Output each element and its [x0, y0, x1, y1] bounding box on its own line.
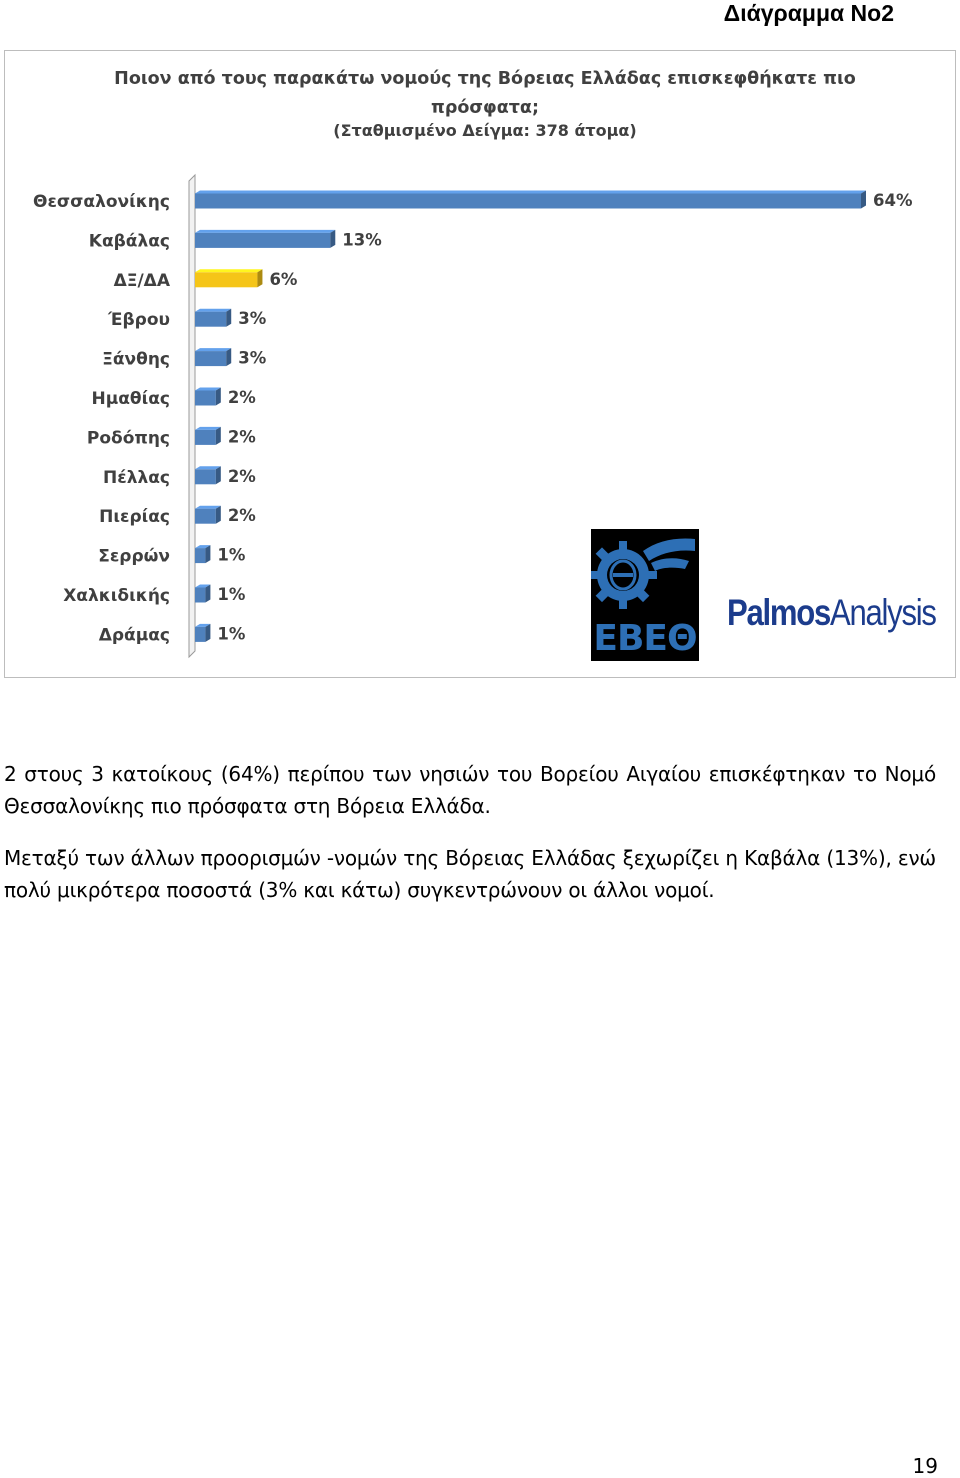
bar-side: [330, 230, 335, 248]
bar-top: [195, 230, 335, 233]
bar-top: [195, 348, 231, 351]
category-label: Ροδόπης: [86, 428, 170, 449]
chart-figure: [4, 50, 956, 678]
bar: [195, 469, 216, 484]
data-label: 3%: [238, 309, 267, 329]
data-label: 1%: [217, 545, 246, 565]
bar-side: [257, 269, 262, 287]
palmos-analysis-logo: [727, 591, 936, 635]
data-label: 1%: [217, 585, 246, 604]
data-label: 2%: [227, 427, 256, 447]
axis-wall: [189, 175, 195, 657]
ebeo-logo: [591, 529, 699, 661]
category-label: Χαλκιδικής: [63, 586, 170, 606]
bar-side: [216, 466, 221, 484]
ebeo-logo-text: ΕΒΕΘ: [593, 618, 697, 659]
bar-top: [195, 309, 231, 312]
category-label: Πιερίας: [99, 507, 170, 528]
bar-side: [216, 506, 221, 524]
bar: [195, 627, 205, 642]
bar: [195, 588, 205, 603]
chart-subtitle: (Σταθμισμένο Δείγμα: 378 άτομα): [333, 121, 637, 140]
bar-top: [195, 269, 262, 272]
document-heading: Διάγραμμα Νο2: [723, 0, 894, 26]
bar-side: [226, 309, 231, 327]
category-label: Θεσσαλονίκης: [33, 192, 170, 212]
bar-side: [205, 545, 210, 563]
bar-side: [861, 191, 866, 209]
data-label: 6%: [269, 269, 298, 289]
category-label: Έβρου: [108, 310, 170, 331]
data-label: 3%: [238, 348, 267, 368]
category-label: Πέλλας: [103, 467, 170, 488]
analysis-logo-text: Analysis: [830, 592, 936, 633]
data-label: 2%: [227, 388, 256, 407]
paragraph-1: 2 στους 3 κατοίκους (64%) περίπου των νησιών του Βορείου Αιγαίου επισκέφτηκαν το Νομό Θεσσαλονίκης πιο πρόσφατα στη Βόρεια Ελλάδα.: [4, 762, 936, 818]
bar-side: [226, 348, 231, 366]
bar: [195, 272, 257, 287]
data-label: 1%: [217, 624, 246, 644]
category-label: ΔΞ/ΔΑ: [113, 270, 170, 291]
chart-title: Ποιον από τους παρακάτω νομούς της Βόρειας Ελλάδας επισκεφθήκατε πιο πρόσφατα;: [114, 69, 856, 118]
bar: [195, 548, 205, 563]
bar-side: [216, 388, 221, 406]
bar: [195, 391, 216, 406]
bar: [195, 233, 330, 248]
data-label: 2%: [227, 506, 256, 526]
bar-chart: [5, 51, 955, 677]
data-label: 2%: [227, 466, 256, 486]
bar-side: [205, 624, 210, 642]
bar-top: [195, 191, 866, 194]
bar-side: [205, 585, 210, 603]
paragraph-2: Μεταξύ των άλλων προορισμών -νομών της Βόρειας Ελλάδας ξεχωρίζει η Καβάλα (13%), ενώ πολύ μικρότερα ποσοστά (3% και κάτω) συγκεντρώνουν οι άλλοι νομοί.: [4, 846, 936, 902]
bar-side: [216, 427, 221, 445]
bar: [195, 351, 226, 366]
category-label: Ξάνθης: [102, 349, 170, 370]
category-label: Ημαθίας: [91, 389, 170, 409]
data-label: 13%: [342, 230, 382, 250]
bar: [195, 430, 216, 445]
category-label: Καβάλας: [88, 231, 170, 252]
data-label: 64%: [873, 191, 913, 210]
bar: [195, 509, 216, 524]
bar: [195, 312, 226, 327]
bar: [195, 194, 861, 209]
page-number: 19: [912, 1454, 938, 1478]
category-label: Δράμας: [98, 625, 170, 646]
palmos-logo-text: Palmos: [727, 592, 831, 633]
category-label: Σερρών: [98, 546, 170, 567]
